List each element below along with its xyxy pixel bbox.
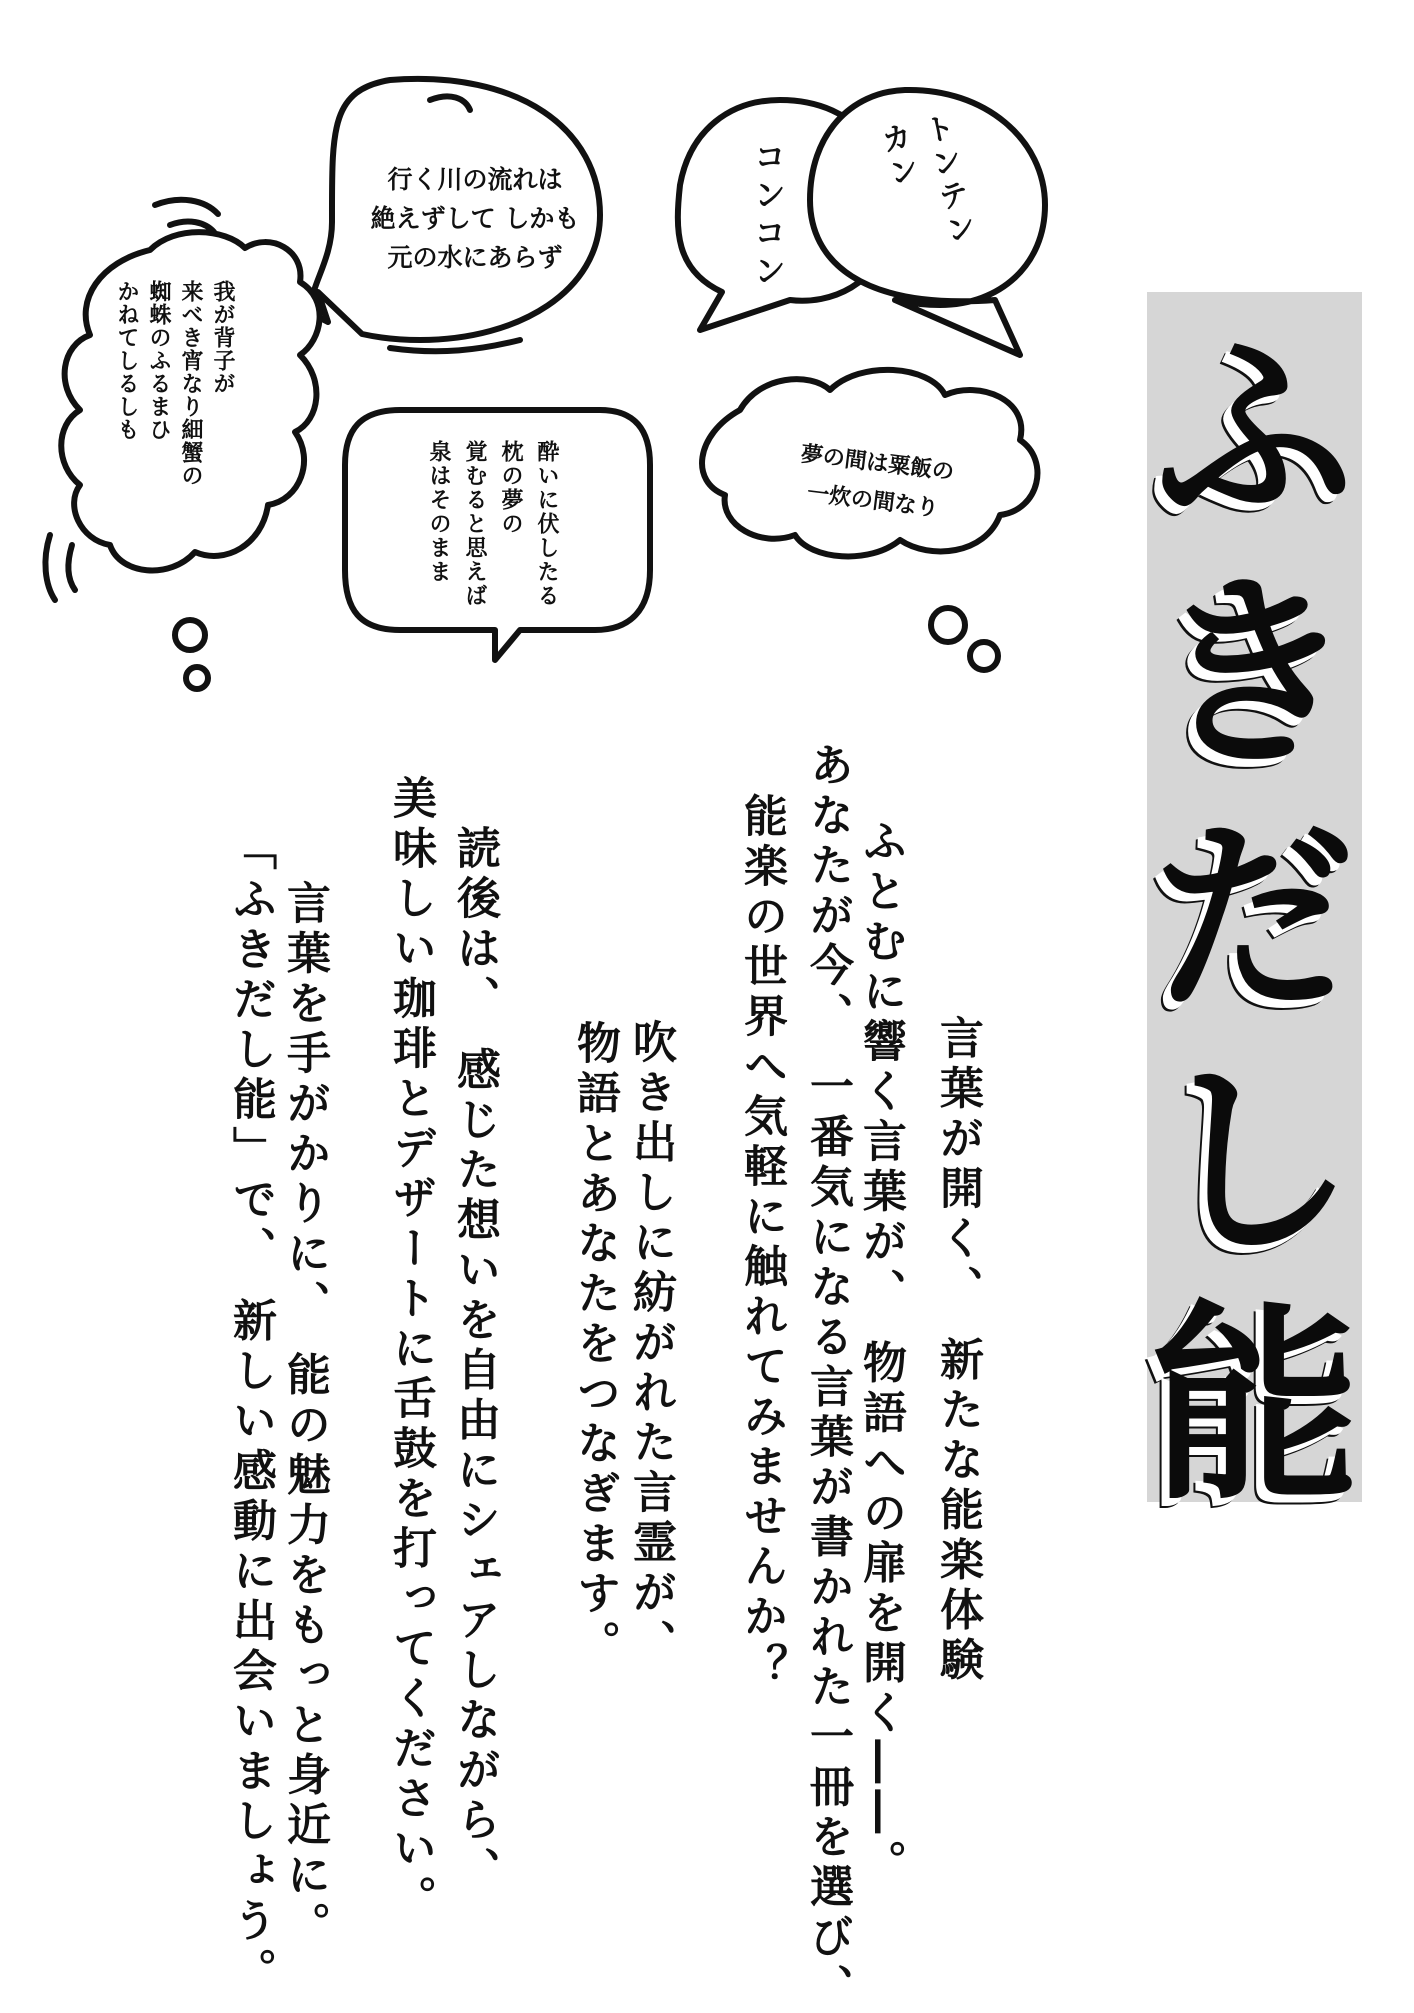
body-line-5: 吹き出しに紡がれた言霊が、 bbox=[625, 1019, 676, 1669]
thought-dot bbox=[931, 608, 965, 642]
bubble-line: 絶えずして しかも bbox=[370, 204, 580, 233]
bubble-line: カン bbox=[872, 119, 922, 194]
motion-mark bbox=[155, 200, 218, 214]
bubble-line: 来べき宵なり細蟹の bbox=[178, 280, 203, 487]
thought-dot bbox=[186, 667, 208, 689]
bubble-line: 我が背子が bbox=[210, 280, 235, 395]
thought-dot bbox=[970, 642, 998, 670]
bubble-line: 一炊の間なり bbox=[805, 480, 940, 522]
konkon-bubble-text: コンコン bbox=[749, 140, 787, 292]
spider-bubble-text bbox=[110, 280, 238, 487]
river-bubble-text bbox=[355, 160, 595, 277]
bubble-line: 泉はそのまま bbox=[426, 440, 451, 584]
body-line-6: 物語とあなたをつなぎます。 bbox=[569, 1020, 620, 1670]
bubble-line: 蜘蛛のふるまひ bbox=[146, 280, 171, 441]
body-line-3: あなたが今、 一番気になる言葉が書かれた一冊を選び、 bbox=[802, 742, 853, 2013]
body-line-9: 言葉を手がかりに、 能の魅力をもっと身近に。 bbox=[279, 880, 330, 1952]
body-line-4: 能楽の世界へ気軽に触れてみませんか？ bbox=[736, 793, 787, 1693]
thought-dot bbox=[175, 620, 205, 650]
motion-mark bbox=[68, 545, 75, 590]
bubble-line: 行く川の流れは bbox=[387, 165, 563, 194]
body-line-8: 美味しい珈琲とデザートに舌鼓を打ってください。 bbox=[385, 775, 436, 1925]
page-title: ふきだし能 bbox=[1115, 318, 1360, 1538]
bubble-line: トンテン bbox=[915, 110, 979, 251]
bubble-line: かねてしるしも bbox=[114, 280, 139, 441]
bubble-line: 覚むると思えば bbox=[462, 440, 487, 608]
bubble-line: 元の水にあらず bbox=[387, 243, 563, 272]
bubble-line: 夢の間は粟飯の bbox=[799, 441, 956, 486]
motion-mark bbox=[45, 535, 55, 600]
body-line-7: 読後は、 感じた想いを自由にシェアしながら、 bbox=[449, 825, 500, 1897]
body-line-10: 「ふきだし能」で、 新しい感動に出会いましょう。 bbox=[225, 826, 276, 1998]
bubble-line: 枕の夢の bbox=[498, 440, 523, 536]
body-line-2: ふとむに響く言葉が、 物語への扉を開く――。 bbox=[855, 818, 906, 1890]
body-line-1: 言葉が開く、 新たな能楽体験 bbox=[932, 1015, 983, 1687]
bubble-line: 酔いに伏したる bbox=[534, 440, 559, 608]
pillow-bubble-text bbox=[420, 440, 564, 608]
